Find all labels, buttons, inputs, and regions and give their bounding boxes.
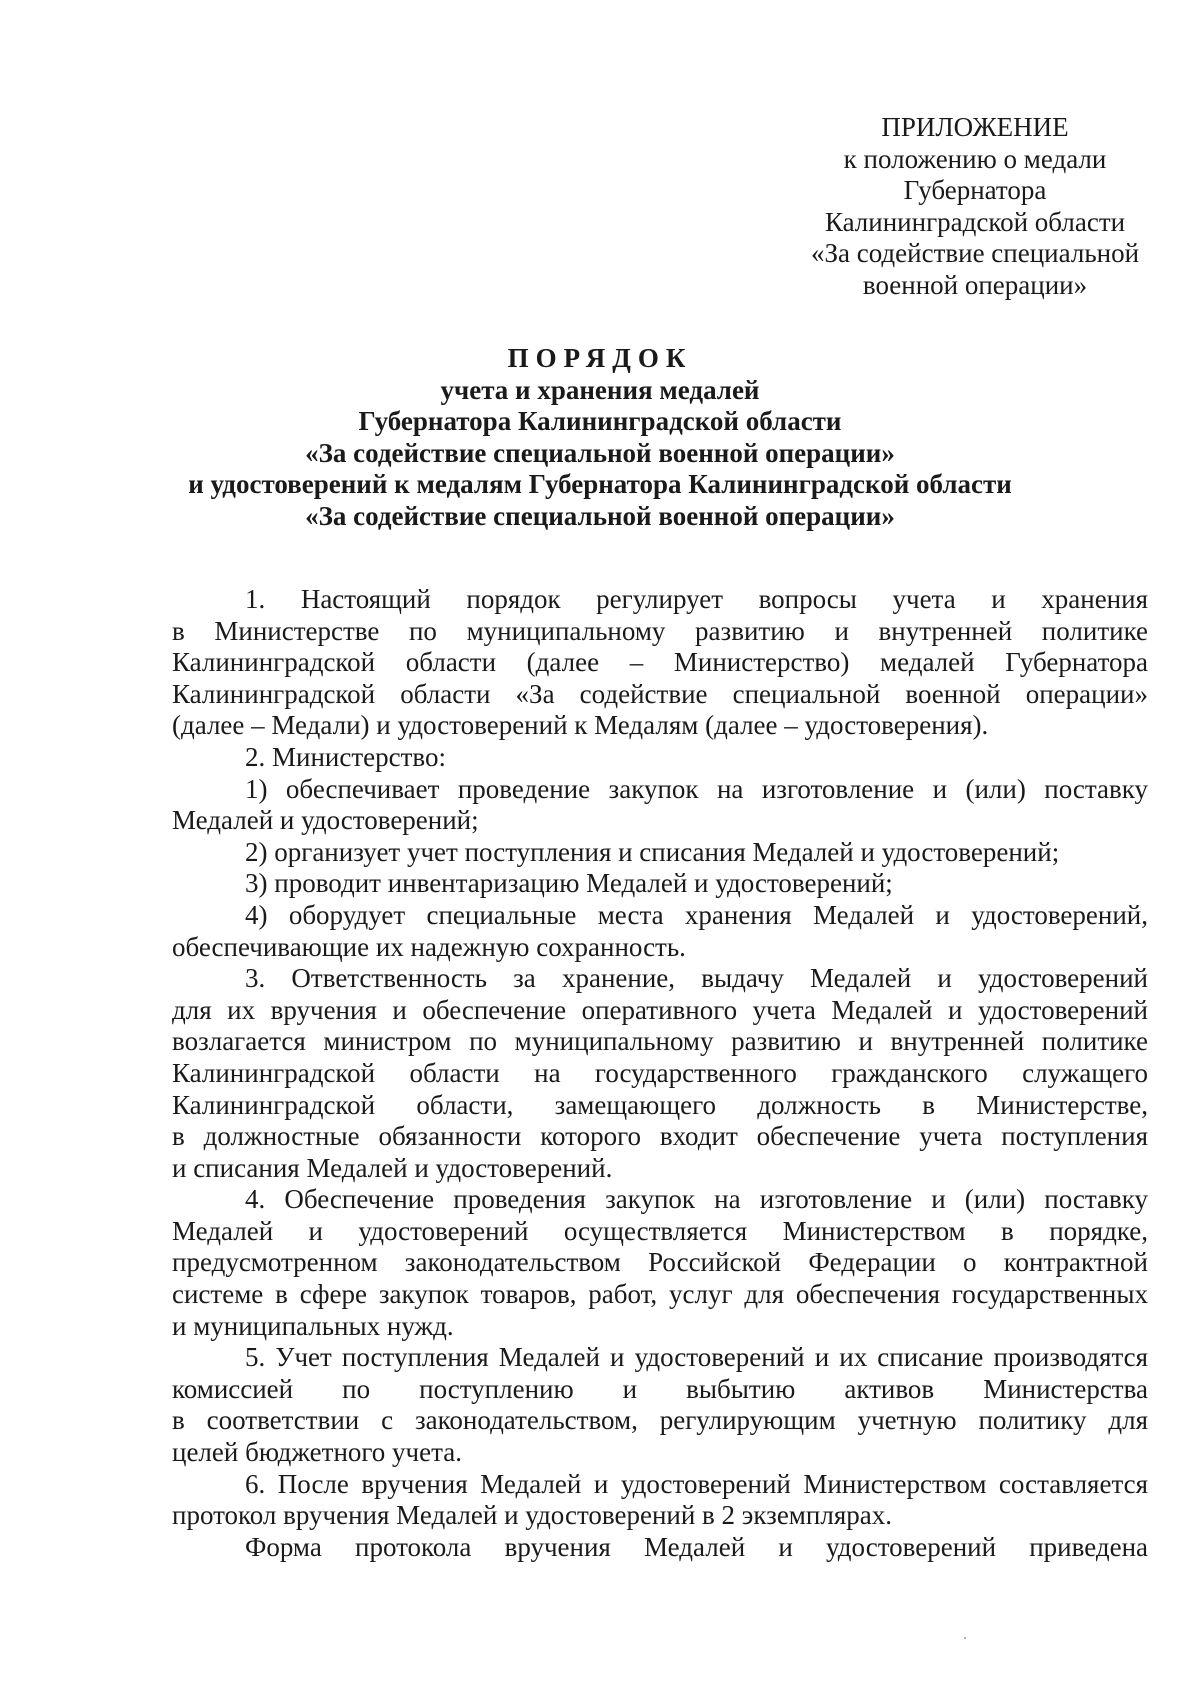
title-line: «За содействие специальной военной операции» (305, 437, 895, 468)
paragraph-3-line: возлагается министром по муниципальному развитию и внутренней политике (172, 1026, 1148, 1057)
title-line: Губернатора Калининградской области (358, 406, 842, 436)
paragraph-3-line: для их вручения и обеспечение оперативного учета Медалей и удостоверений (172, 994, 1148, 1025)
appendix-title: ПРИЛОЖЕНИЕ (881, 112, 1069, 142)
paragraph-4-line: предусмотренном законодательством Российской Федерации о контрактной (172, 1247, 1148, 1278)
scan-speck (964, 1637, 966, 1639)
appendix-line: Калининградской области (824, 206, 1126, 237)
title-line: и удостоверений к медалям Губернатора Калининградской области (188, 469, 1012, 499)
document-title (150, 343, 1050, 532)
item-2-line: 2) организует учет поступления и списания Медалей и удостоверений; (245, 836, 1060, 867)
paragraph-3-line: Калининградской области на государственного гражданского служащего (172, 1057, 1148, 1088)
paragraph-3-line: Калининградской области, замещающего должность в Министерстве, (172, 1089, 1148, 1120)
title-line: учета и хранения медалей (440, 374, 760, 405)
title-line: «За содействие специальной военной операции» (305, 500, 895, 531)
paragraph-3-line: в должностные обязанности которого входит обеспечение учета поступления (172, 1121, 1148, 1152)
paragraph-3-line: 3. Ответственность за хранение, выдачу Медалей и удостоверений (245, 963, 1148, 994)
paragraph-4-line: системе в сфере закупок товаров, работ, услуг для обеспечения государственных (172, 1279, 1148, 1310)
item-4-line: 4) оборудует специальные места хранения Медалей и удостоверений, (245, 899, 1148, 930)
paragraph-5-line: 5. Учет поступления Медалей и удостоверений и их списание производятся (245, 1342, 1148, 1373)
paragraph-4-line: 4. Обеспечение проведения закупок на изготовление и (или) поставку (245, 1184, 1148, 1215)
paragraph-4-line: Медалей и удостоверений осуществляется Министерством в порядке, (172, 1215, 1148, 1246)
item-1-line: Медалей и удостоверений; (172, 805, 479, 836)
document-body (172, 584, 1148, 1563)
paragraph-5-line: целей бюджетного учета. (172, 1437, 462, 1468)
item-4-line: обеспечивающие их надежную сохранность. (172, 931, 686, 962)
paragraph-1-line: Калининградской области (далее – Министерство) медалей Губернатора (172, 647, 1148, 678)
paragraph-1-line: 1. Настоящий порядок регулирует вопросы учета и хранения (245, 584, 1148, 614)
paragraph-5-line: в соответствии с законодательством, регулирующим учетную политику для (172, 1405, 1148, 1436)
paragraph-1-line: в Министерстве по муниципальному развитию и внутренней политике (172, 615, 1148, 646)
appendix-header (790, 112, 1160, 301)
appendix-line: военной операции» (862, 269, 1088, 300)
paragraph-6-line: протокол вручения Медалей и удостоверений в 2 экземплярах. (172, 1500, 892, 1531)
appendix-line: к положению о медали (843, 143, 1107, 174)
paragraph-1-line: (далее – Медали) и удостоверений к Медалям (далее – удостоверения). (172, 710, 989, 741)
paragraph-2-line: 2. Министерство: (245, 741, 446, 772)
paragraph-1-line: Калининградской области «За содействие специальной военной операции» (172, 678, 1148, 709)
paragraph-5-line: комиссией по поступлению и выбытию активов Министерства (172, 1373, 1148, 1404)
paragraph-4-line: и муниципальных нужд. (172, 1310, 454, 1341)
paragraph-3-line: и списания Медалей и удостоверений. (172, 1152, 613, 1183)
paragraph-7-line: Форма протокола вручения Медалей и удостоверений приведена (245, 1531, 1148, 1562)
item-3-line: 3) проводит инвентаризацию Медалей и удостоверений; (245, 868, 893, 899)
title-heading: ПОРЯДОК (507, 343, 693, 373)
paragraph-6-line: 6. После вручения Медалей и удостоверений Министерством составляется (245, 1468, 1148, 1499)
appendix-line: «За содействие специальной (810, 238, 1140, 268)
item-1-line: 1) обеспечивает проведение закупок на изготовление и (или) поставку (245, 773, 1148, 804)
appendix-line: Губернатора (903, 175, 1047, 205)
